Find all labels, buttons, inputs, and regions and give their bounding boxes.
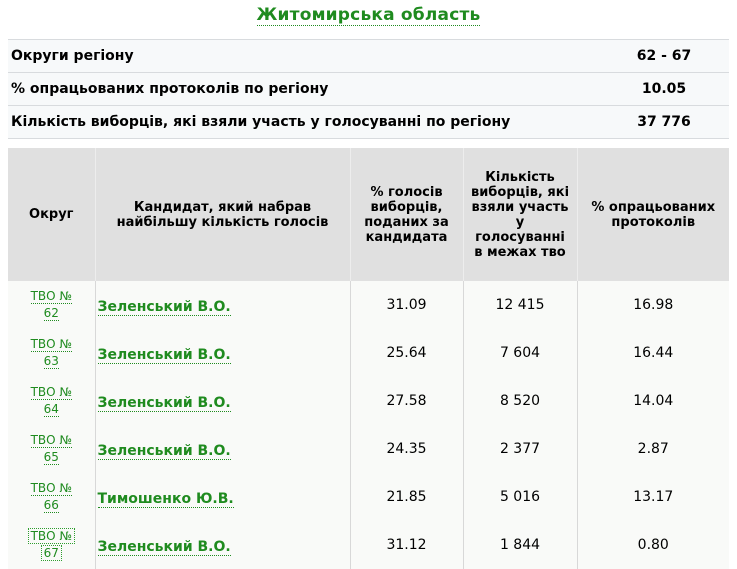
table-row bbox=[8, 377, 729, 425]
summary-row bbox=[8, 40, 729, 73]
percent-protocols-value: 13.17 bbox=[577, 473, 729, 521]
percent-protocols-value: 2.87 bbox=[577, 425, 729, 473]
voters-count-value: 5 016 bbox=[463, 473, 577, 521]
summary-value: 62 - 67 bbox=[599, 40, 729, 73]
summary-row bbox=[8, 73, 729, 106]
percent-votes-value: 24.35 bbox=[350, 425, 463, 473]
district-link[interactable] bbox=[24, 288, 78, 322]
district-link[interactable] bbox=[24, 480, 78, 514]
table-row bbox=[8, 473, 729, 521]
district-link[interactable] bbox=[24, 336, 78, 370]
candidate-link[interactable]: Зеленський В.О. bbox=[97, 538, 231, 555]
col-header-percent-votes: % голосів виборців, поданих за кандидата bbox=[350, 148, 463, 281]
table-row bbox=[8, 521, 729, 569]
page-title-row bbox=[8, 5, 729, 29]
summary-row bbox=[8, 106, 729, 139]
district-link[interactable] bbox=[24, 528, 78, 562]
table-row bbox=[8, 281, 729, 329]
district-link[interactable] bbox=[24, 432, 78, 466]
col-header-percent-protocols: % опрацьованих протоколів bbox=[577, 148, 729, 281]
voters-count-value: 7 604 bbox=[463, 329, 577, 377]
voters-count-value: 2 377 bbox=[463, 425, 577, 473]
percent-votes-value: 31.09 bbox=[350, 281, 463, 329]
percent-votes-value: 21.85 bbox=[350, 473, 463, 521]
results-header-row bbox=[8, 148, 729, 281]
voters-count-value: 12 415 bbox=[463, 281, 577, 329]
candidate-link[interactable]: Зеленський В.О. bbox=[97, 346, 231, 363]
voters-count-value: 8 520 bbox=[463, 377, 577, 425]
candidate-link[interactable]: Зеленський В.О. bbox=[97, 298, 231, 315]
district-link-label: ТВО № 63 bbox=[30, 337, 72, 368]
voters-count-value: 1 844 bbox=[463, 521, 577, 569]
summary-label: Кількість виборців, які взяли участь у голосуванні по регіону bbox=[8, 106, 599, 139]
percent-votes-value: 25.64 bbox=[350, 329, 463, 377]
table-row bbox=[8, 329, 729, 377]
percent-protocols-value: 16.44 bbox=[577, 329, 729, 377]
col-header-voters: Кількість виборців, які взяли участь у голосуванні в межах тво bbox=[463, 148, 577, 281]
table-row bbox=[8, 425, 729, 473]
candidate-link[interactable]: Тимошенко Ю.В. bbox=[97, 490, 234, 507]
summary-value: 10.05 bbox=[599, 73, 729, 106]
district-link-label: ТВО № 67 bbox=[28, 528, 75, 561]
district-link-label: ТВО № 66 bbox=[30, 481, 72, 512]
district-link[interactable] bbox=[24, 384, 78, 418]
summary-label: % опрацьованих протоколів по регіону bbox=[8, 73, 599, 106]
col-header-district: Округ bbox=[8, 148, 95, 281]
district-link-label: ТВО № 65 bbox=[30, 433, 72, 464]
region-summary-table bbox=[8, 39, 729, 139]
summary-label: Округи регіону bbox=[8, 40, 599, 73]
district-link-label: ТВО № 62 bbox=[30, 289, 72, 320]
region-title-link[interactable]: Житомирська область bbox=[256, 5, 481, 25]
percent-protocols-value: 0.80 bbox=[577, 521, 729, 569]
candidate-link[interactable]: Зеленський В.О. bbox=[97, 442, 231, 459]
percent-votes-value: 31.12 bbox=[350, 521, 463, 569]
percent-protocols-value: 14.04 bbox=[577, 377, 729, 425]
percent-protocols-value: 16.98 bbox=[577, 281, 729, 329]
col-header-candidate: Кандидат, який набрав найбільшу кількість голосів bbox=[95, 148, 350, 281]
summary-value: 37 776 bbox=[599, 106, 729, 139]
candidate-link[interactable]: Зеленський В.О. bbox=[97, 394, 231, 411]
districts-results-table bbox=[8, 148, 729, 569]
percent-votes-value: 27.58 bbox=[350, 377, 463, 425]
district-link-label: ТВО № 64 bbox=[30, 385, 72, 416]
